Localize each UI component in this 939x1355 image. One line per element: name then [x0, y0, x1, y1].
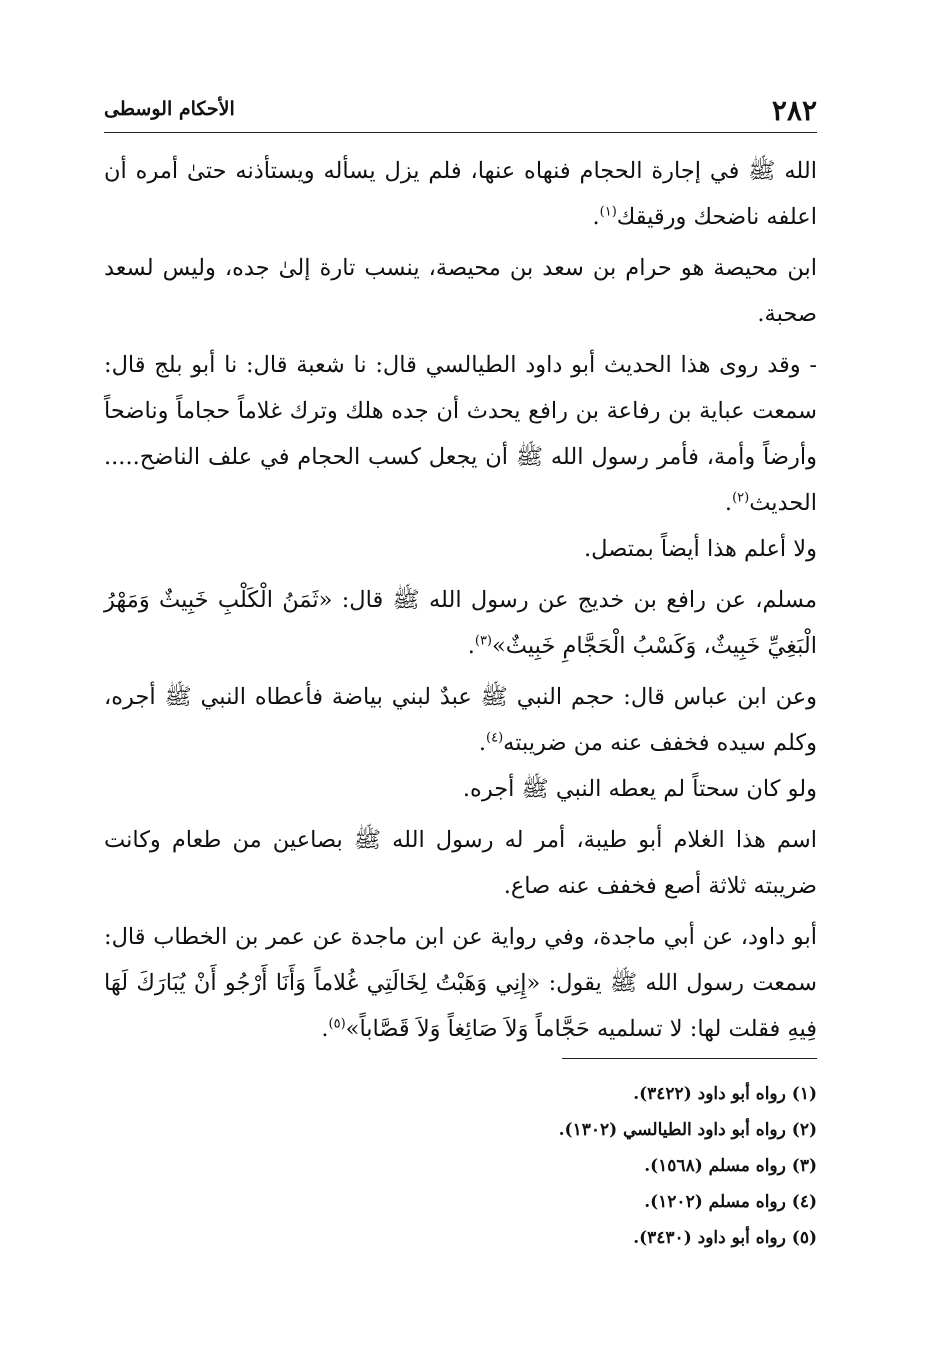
paragraph-3: - وقد روى هذا الحديث أبو داود الطيالسي قال: نا شعبة قال: نا أبو بلج قال: سمعت عباية بن رفاعة بن رافع يحدث أن جده هلك وترك غلاماً حجاماً وناضحاً وأرضاً وأمة، فأمر رسول الله ﷺ أن يجعل كسب الحجام في علف الناضح..... الحديث$^{(٢)}$.: [104, 352, 817, 516]
footnote-ref-3: (٣): [474, 633, 492, 649]
footnote-divider: [562, 1058, 817, 1059]
footnote-ref-1: (١): [599, 204, 617, 220]
footnotes: [104, 1076, 817, 1256]
paragraph-9: أبو داود، عن أبي ماجدة، وفي رواية عن ابن ماجدة عن عمر بن الخطاب قال: سمعت رسول الله ﷺ يقول: «إِنِي وَهَبْتُ لِخَالَتِي غُلاماً وَأَنَا أَرْجُو أَنْ يُبَارَكَ لَهَا فِيهِ فقلت لها: لا تسلميه حَجَّاماً وَلاَ صَائِغاً وَلاَ قَصَّاباً»$^{(٥)}$.: [104, 924, 817, 1042]
footnote-ref-5: (٥): [328, 1016, 346, 1032]
footnote-2: (٢) رواه أبو داود الطيالسي (١٣٠٢).: [558, 1120, 817, 1140]
paragraph-1: الله ﷺ في إجارة الحجام فنهاه عنها، فلم يزل يسأله ويستأذنه حتىٰ أمره أن اعلفه ناضحك ورقيقك$^{(١)}$.: [104, 158, 817, 230]
paragraph-2: ابن محيصة هو حرام بن سعد بن محيصة، ينسب تارة إلىٰ جده، وليس لسعد صحبة.: [104, 255, 817, 327]
footnote-3: (٣) رواه مسلم (١٥٦٨).: [644, 1156, 817, 1176]
footnote-ref-2: (٢): [732, 490, 750, 506]
running-title: الأحكام الوسطى: [104, 98, 235, 120]
footnote-5: (٥) رواه أبو داود (٣٤٣٠).: [633, 1228, 817, 1248]
body-text: [104, 148, 817, 1057]
paragraph-8: اسم هذا الغلام أبو طيبة، أمر له رسول الله ﷺ بصاعين من طعام وكانت ضريبته ثلاثة أصع فخفف عنه صاع.: [104, 827, 817, 899]
footnote-ref-4: (٤): [486, 730, 504, 746]
paragraph-7: ولو كان سحتاً لم يعطه النبي ﷺ أجره.: [462, 776, 817, 802]
paragraph-6: وعن ابن عباس قال: حجم النبي ﷺ عبدٌ لبني بياضة فأعطاه النبي ﷺ أجره، وكلم سيده فخفف عنه من ضريبته$^{(٤)}$.: [104, 684, 817, 756]
page-number: ٢٨٢: [771, 94, 817, 127]
footnote-1: (١) رواه أبو داود (٣٤٢٢).: [633, 1084, 817, 1104]
paragraph-5: مسلم، عن رافع بن خديج عن رسول الله ﷺ قال: «ثَمَنُ الْكَلْبِ خَبِيثٌ وَمَهْرُ الْبَغِيِّ خَبِيثٌ، وَكَسْبُ الْحَجَّامِ خَبِيثٌ»$^{(٣)}$.: [104, 587, 817, 659]
page-header: [104, 92, 817, 133]
paragraph-4: ولا أعلم هذا أيضاً بمتصل.: [584, 536, 817, 562]
footnote-4: (٤) رواه مسلم (١٢٠٢).: [644, 1192, 817, 1212]
